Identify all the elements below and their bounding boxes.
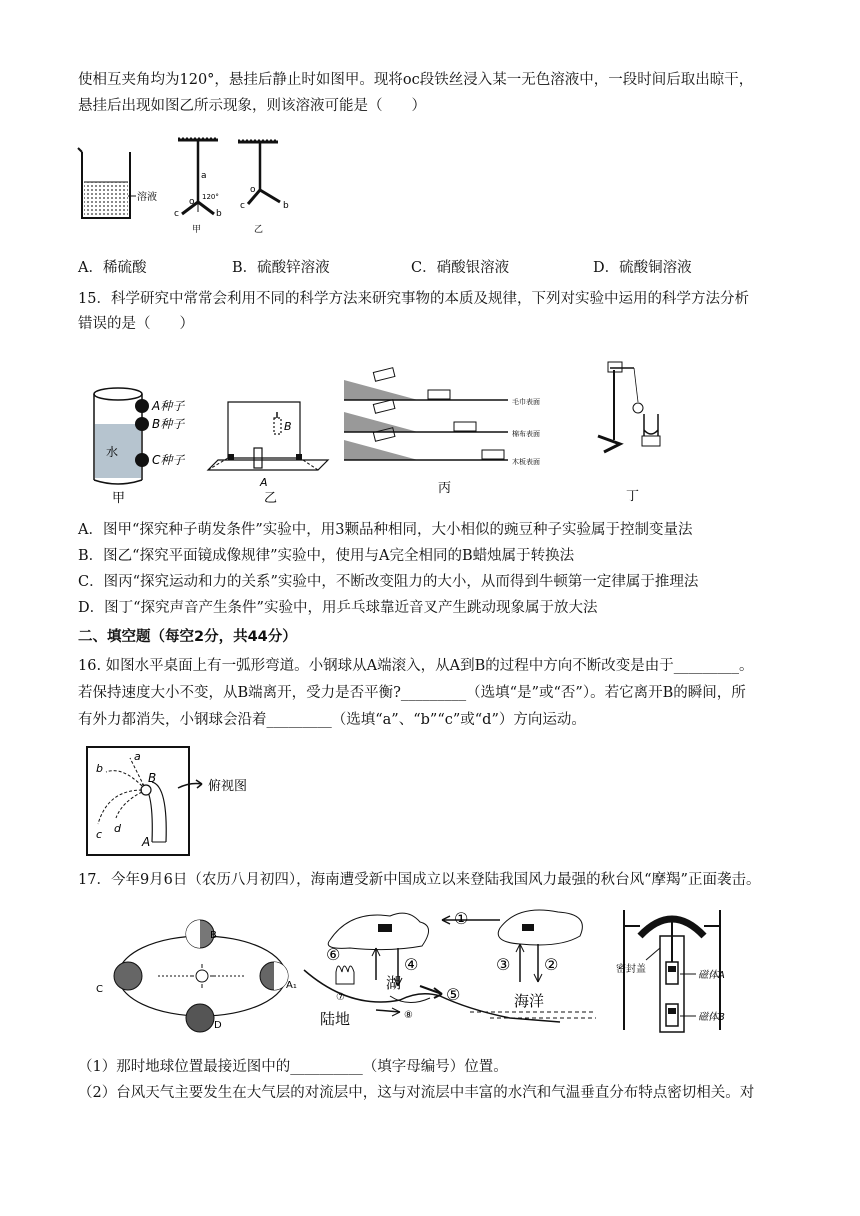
dir-a: a (134, 750, 141, 763)
yi-c: c (240, 201, 245, 211)
seed-cylinder (94, 388, 185, 506)
solution-label: 溶液 (137, 192, 157, 203)
q15-option-c: C．图丙“探究运动和力的关系”实验中，不断改变阻力的大小，从而得到牛顿第一定律属于推理法 (78, 574, 699, 590)
cycle-8: ⑧ (404, 1010, 413, 1021)
q14-option-c: C．硝酸银溶液 (411, 260, 510, 276)
q17-line1: 17．今年9月6日（农历八月初四），海南遭受新中国成立以来登陆我国风力最强的秋台风“摩羯”正面袭击。 (78, 872, 761, 888)
seal-label: 密封盖 (616, 964, 646, 975)
q14-option-b: B．硫酸锌溶液 (232, 260, 330, 276)
q17-sub1: （1）那时地球位置最接近图中的__________（填字母编号）位置。 (78, 1059, 508, 1075)
jia-a: a (201, 171, 207, 181)
jia-b: b (216, 209, 222, 219)
q14-option-a: A．稀硫酸 (78, 260, 147, 276)
water-label: 水 (106, 445, 119, 459)
surface-1: 毛巾表面 (512, 398, 540, 406)
magnet-apparatus (616, 910, 725, 1032)
pos-b: B (210, 930, 217, 941)
seed-c: C种子 (152, 453, 185, 467)
yi-o: o (250, 185, 256, 195)
q14-line2: 悬挂后出现如图乙所示现象，则该溶液可能是（ ） (78, 98, 426, 114)
dir-c: c (96, 828, 103, 841)
cycle-5: ⑤ (446, 985, 461, 1004)
q17-figure (90, 900, 790, 1040)
point-b: B (148, 771, 157, 785)
yi-b: b (283, 201, 289, 211)
frame-yi (238, 140, 289, 235)
q15-option-a: A．图甲“探究种子萌发条件”实验中，用3颗品种相同，大小相似的豌豆种子实验属于控制变量法 (78, 522, 693, 538)
fig-bing: 丙 (438, 481, 452, 496)
pos-c: C (96, 984, 103, 995)
q16-line1: 16. 如图水平桌面上有一弧形弯道。小钢球从A端滚入，从A到B的过程中方向不断改变是由于_________。 (78, 658, 754, 674)
sea-label: 海洋 (514, 992, 545, 1010)
dir-d: d (114, 822, 121, 835)
q15-line1: 15．科学研究中常常会利用不同的科学方法来研究事物的本质及规律，下列对实验中运用的科学方法分析 (78, 291, 749, 307)
section-title: 二、填空题（每空2分，共44分） (78, 629, 297, 645)
pos-d: D (214, 1020, 222, 1031)
fig-yi: 乙 (264, 491, 278, 506)
cycle-6: ⑥ (326, 945, 341, 964)
surface-3: 木板表面 (512, 458, 540, 466)
q14-figure (78, 132, 318, 242)
jia-label: 甲 (192, 225, 202, 235)
magnet-b: 磁体B (698, 1012, 725, 1023)
land-label: 陆地 (320, 1010, 351, 1028)
fig-ding: 丁 (626, 489, 640, 504)
lake-label: 湖 (386, 974, 402, 992)
seed-b: B种子 (152, 417, 185, 431)
top-view-label: 俯视图 (208, 779, 248, 794)
water-cycle (304, 909, 596, 1028)
q14-option-d: D．硫酸铜溶液 (593, 260, 692, 276)
mirror-setup (208, 402, 328, 506)
jia-o: o (189, 197, 195, 207)
pos-a1: A₁ (286, 980, 297, 991)
seed-a: A种子 (152, 399, 185, 413)
yi-label: 乙 (254, 225, 264, 235)
cycle-1: ① (454, 909, 469, 928)
cycle-3: ③ (496, 955, 511, 974)
q17-sub2: （2）台风天气主要发生在大气层的对流层中，这与对流层中丰富的水汽和气温垂直分布特点密切相关。对 (78, 1085, 755, 1101)
earth-orbit (96, 920, 297, 1032)
q15-figure (78, 340, 778, 510)
tuning-fork (598, 362, 660, 504)
q16-line2: 若保持速度大小不变，从B端离开，受力是否平衡?_________（选填“是”或“否”）。若它离开B的瞬间，所 (78, 685, 746, 701)
q15-option-b: B．图乙“探究平面镜成像规律”实验中，使用与A完全相同的B蜡烛属于转换法 (78, 548, 575, 564)
cycle-4: ④ (404, 955, 419, 974)
fig-jia: 甲 (112, 491, 126, 506)
q16-line3: 有外力都消失，小钢球会沿着_________（选填“a”、“b”“c”或“d”）方向运动。 (78, 712, 586, 728)
dir-b: b (96, 762, 103, 775)
jia-c: c (174, 209, 179, 219)
cycle-2: ② (544, 955, 559, 974)
jia-angle: 120° (202, 193, 219, 201)
point-a: A (142, 835, 151, 849)
cycle-7: ⑦ (336, 992, 345, 1003)
candle-b: B (284, 420, 292, 433)
beaker (78, 148, 130, 218)
magnet-a: 磁体A (698, 970, 725, 981)
surface-2: 棉布表面 (512, 430, 540, 438)
ramps (344, 368, 540, 496)
q16-figure (86, 746, 286, 858)
q14-line1: 使相互夹角均为120°，悬挂后静止时如图甲。现将oc段铁丝浸入某一无色溶液中，一段时间后取出晾干， (78, 72, 754, 88)
q15-line2: 错误的是（ ） (78, 316, 194, 332)
q15-option-d: D．图丁“探究声音产生条件”实验中，用乒乓球靠近音叉产生跳动现象属于放大法 (78, 600, 598, 616)
frame-jia (174, 138, 222, 235)
candle-a: A (260, 476, 268, 489)
